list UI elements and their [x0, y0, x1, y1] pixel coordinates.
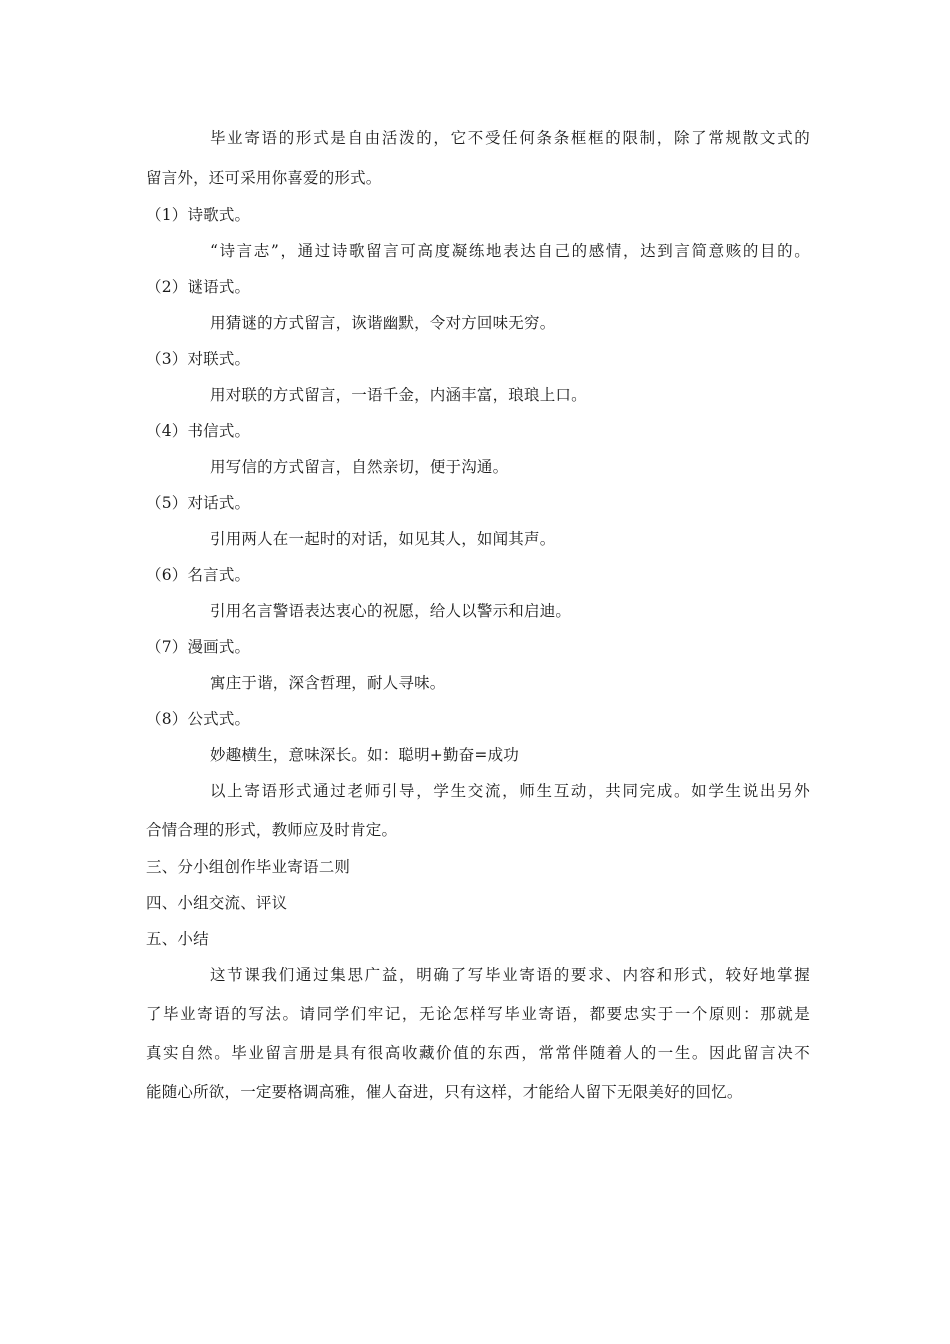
para2-line1: 以上寄语形式通过老师引导，学生交流，师生互动，共同完成。如学生说出另外 [210, 782, 810, 800]
section-5-heading: 五、小结 [146, 930, 209, 948]
form-heading-2: （2）谜语式。 [146, 278, 251, 296]
summary-line3: 真实自然。毕业留言册是具有很高收藏价值的东西，常常伴随着人的一生。因此留言决不 [146, 1044, 810, 1062]
form-heading-4: （4）书信式。 [146, 422, 251, 440]
form-desc-5: 引用两人在一起时的对话，如见其人，如闻其声。 [210, 530, 556, 548]
form-desc-2: 用猜谜的方式留言，诙谐幽默，令对方回味无穷。 [210, 314, 556, 332]
form-heading-3: （3）对联式。 [146, 350, 251, 368]
form-desc-4: 用写信的方式留言，自然亲切，便于沟通。 [210, 458, 509, 476]
form-desc-6: 引用名言警语表达衷心的祝愿，给人以警示和启迪。 [210, 602, 572, 620]
form-heading-1: （1）诗歌式。 [146, 206, 251, 224]
form-heading-7: （7）漫画式。 [146, 638, 251, 656]
para2-line2: 合情合理的形式，教师应及时肯定。 [146, 821, 398, 839]
form-desc-3: 用对联的方式留言，一语千金，内涵丰富，琅琅上口。 [210, 386, 587, 404]
form-desc-1: “诗言志”，通过诗歌留言可高度凝练地表达自己的感情，达到言简意赅的目的。 [210, 242, 810, 260]
summary-line2: 了毕业寄语的写法。请同学们牢记，无论怎样写毕业寄语，都要忠实于一个原则：那就是 [146, 1005, 810, 1023]
form-heading-5: （5）对话式。 [146, 494, 251, 512]
section-3-heading: 三、分小组创作毕业寄语二则 [146, 858, 351, 876]
para1-line2: 留言外，还可采用你喜爱的形式。 [146, 169, 382, 187]
form-heading-6: （6）名言式。 [146, 566, 251, 584]
section-4-heading: 四、小组交流、评议 [146, 894, 288, 912]
form-desc-7: 寓庄于谐，深含哲理，耐人寻味。 [210, 674, 446, 692]
summary-line4: 能随心所欲，一定要格调高雅，催人奋进，只有这样，才能给人留下无限美好的回忆。 [146, 1083, 743, 1101]
para1-line1: 毕业寄语的形式是自由活泼的，它不受任何条条框框的限制，除了常规散文式的 [210, 129, 810, 147]
form-heading-8: （8）公式式。 [146, 710, 251, 728]
form-desc-8: 妙趣横生，意味深长。如：聪明+勤奋=成功 [210, 746, 519, 764]
summary-line1: 这节课我们通过集思广益，明确了写毕业寄语的要求、内容和形式，较好地掌握 [210, 966, 810, 984]
